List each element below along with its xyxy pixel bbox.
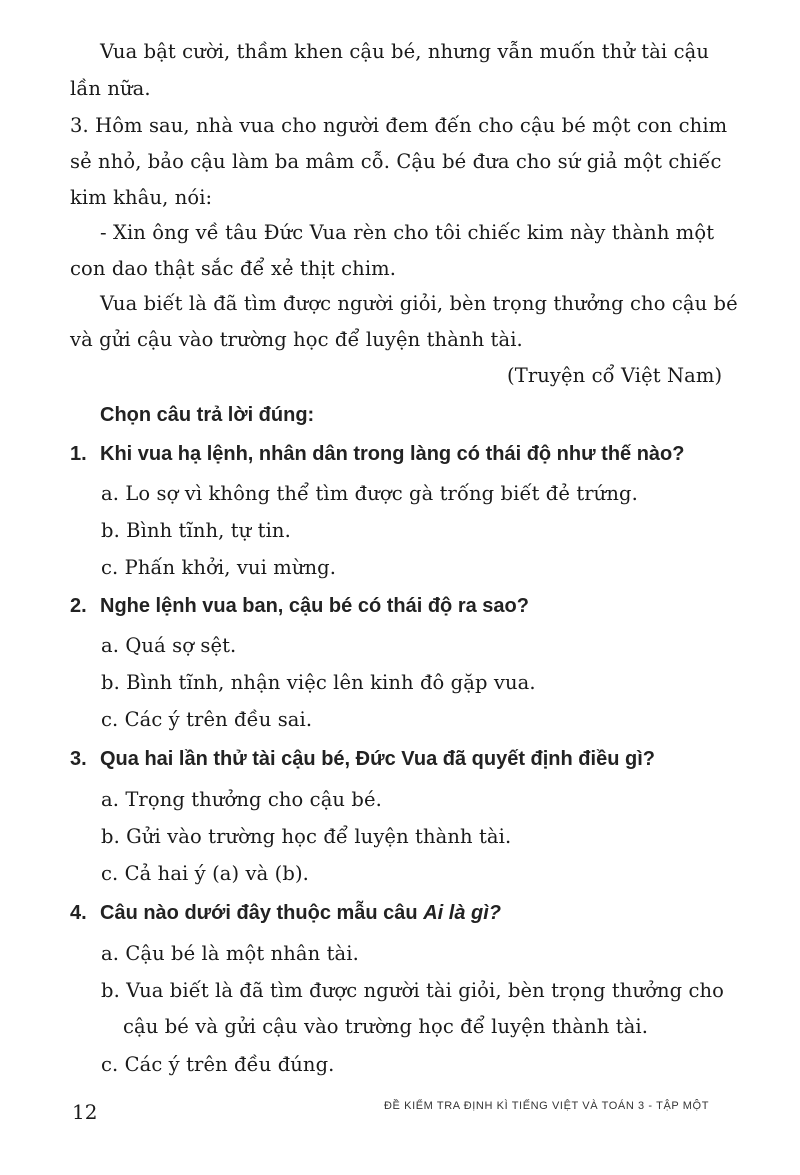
question-number: 4. — [70, 902, 87, 924]
question-number: 3. — [70, 748, 87, 770]
option-2c: c. Các ý trên đều sai. — [101, 708, 313, 731]
instruction-heading: Chọn câu trả lời đúng: — [100, 404, 315, 426]
option-4c: c. Các ý trên đều đúng. — [101, 1053, 335, 1076]
question-2 — [70, 595, 529, 618]
story-line: Vua biết là đã tìm được người giỏi, bèn trọng thưởng cho cậu bé — [100, 292, 738, 315]
story-line: 3. Hôm sau, nhà vua cho người đem đến cho cậu bé một con chim — [70, 114, 728, 137]
story-line: Vua bật cười, thầm khen cậu bé, nhưng vẫn muốn thử tài cậu — [100, 40, 709, 63]
story-line: và gửi cậu vào trường học để luyện thành tài. — [70, 328, 523, 351]
question-number: 2. — [70, 595, 87, 617]
question-text: Qua hai lần thử tài cậu bé, Đức Vua đã quyết định điều gì? — [100, 748, 655, 770]
option-4b-continued: cậu bé và gửi cậu vào trường học để luyện thành tài. — [123, 1015, 649, 1038]
option-1b: b. Bình tĩnh, tự tin. — [101, 519, 291, 542]
question-3 — [70, 748, 655, 771]
story-line: kim khâu, nói: — [70, 186, 213, 209]
question-number: 1. — [70, 443, 87, 465]
option-4b: b. Vua biết là đã tìm được người tài giỏi, bèn trọng thưởng cho — [101, 979, 725, 1002]
question-1 — [70, 443, 684, 466]
question-text: Khi vua hạ lệnh, nhân dân trong làng có thái độ như thế nào? — [100, 443, 685, 465]
story-line: sẻ nhỏ, bảo cậu làm ba mâm cỗ. Cậu bé đưa cho sứ giả một chiếc — [70, 150, 722, 173]
option-2b: b. Bình tĩnh, nhận việc lên kinh đô gặp vua. — [101, 671, 536, 694]
option-3b: b. Gửi vào trường học để luyện thành tài. — [101, 825, 512, 848]
story-line: con dao thật sắc để xẻ thịt chim. — [70, 257, 397, 280]
question-4 — [70, 902, 501, 925]
option-3a: a. Trọng thưởng cho cậu bé. — [101, 788, 382, 811]
option-1a: a. Lo sợ vì không thể tìm được gà trống biết đẻ trứng. — [101, 482, 638, 505]
story-line: lần nữa. — [70, 77, 151, 100]
story-line: - Xin ông về tâu Đức Vua rèn cho tôi chiếc kim này thành một — [100, 221, 715, 244]
story-source: (Truyện cổ Việt Nam) — [507, 364, 723, 387]
option-1c: c. Phấn khởi, vui mừng. — [101, 556, 337, 579]
option-2a: a. Quá sợ sệt. — [101, 634, 237, 657]
question-text: Nghe lệnh vua ban, cậu bé có thái độ ra sao? — [100, 595, 529, 617]
question-text-italic: Ai là gì? — [423, 902, 501, 924]
page-number: 12 — [72, 1100, 98, 1124]
option-3c: c. Cả hai ý (a) và (b). — [101, 862, 309, 885]
book-title: ĐỀ KIỂM TRA ĐỊNH KÌ TIẾNG VIỆT VÀ TOÁN 3 - TẬP MỘT — [384, 1100, 710, 1112]
option-4a: a. Cậu bé là một nhân tài. — [101, 942, 359, 965]
question-text: Câu nào dưới đây thuộc mẫu câu — [100, 902, 424, 924]
